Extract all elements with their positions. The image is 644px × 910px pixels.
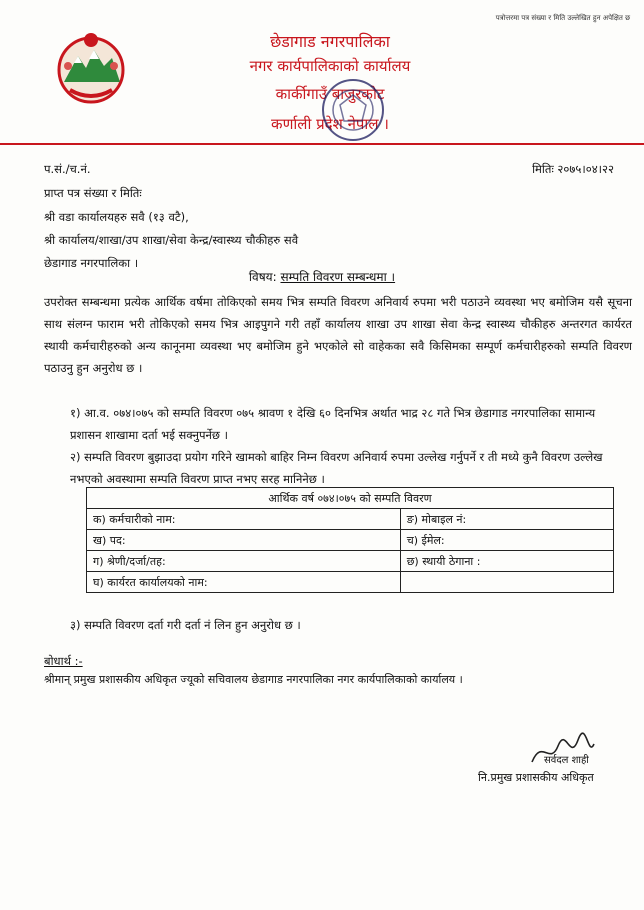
letter-date: मितिः २०७५।०४।२२: [532, 162, 614, 176]
post-field: ख) पद:: [87, 530, 401, 551]
reply-note: पत्रोत्तरमा पत्र संख्या र मिति उल्लेखित हुन अपेक्षित छ: [495, 14, 630, 22]
grade-field: ग) श्रेणी/दर्जा/तह:: [87, 551, 401, 572]
municipality-name: छेडागाड नगरपालिका: [270, 32, 390, 51]
reference-number: प.सं./च.नं.: [44, 162, 91, 176]
office-name: नगर कार्यपालिकाको कार्यालय: [249, 57, 411, 75]
recipient-line-3: छेडागाड नगरपालिका ।: [44, 256, 139, 270]
asset-details-form: [86, 487, 614, 593]
email-field: च) ईमेल:: [400, 530, 613, 551]
letter-body: उपरोक्त सम्बन्धमा प्रत्येक आर्थिक वर्षमा तोकिएको समय भित्र सम्पति विवरण अनिवार्य रुपमा भरी पठाउने व्यवस्था भए बमोजिम यसै सूचना साथ संलग्न फाराम भरी तोकिएको समय भित्र आइपुगने गरी तहाँ कार्यालय शाखा उप शाखा सेवा केन्द्र स्वास्थ्य चौकीहरु अन्तरगत कार्यरत स्थायी कर्मचारीहरुको अन्य कानूनमा व्यवस्था भए बमोजिम हुने भएकोले सो वाहेकका सवै किसिमका सम्पूर्ण कर्मचारीहरुको सम्पति विवरण पठाउनु हुन अनुरोध छ ।: [44, 295, 632, 375]
letterhead-divider: [0, 143, 644, 145]
signatory-name: सर्वदल शाही: [544, 755, 589, 766]
office-address: कार्कीगाउँ बाजुरकोट: [275, 85, 385, 103]
recipient-line-1: श्री वडा कार्यालयहरु सवै (१३ वटै),: [44, 210, 189, 224]
office-name-field: घ) कार्यरत कार्यालयको नाम:: [87, 572, 401, 593]
office-stamp-icon: [318, 75, 388, 145]
mobile-field: ङ) मोबाइल नं:: [400, 509, 613, 530]
province-country: कर्णाली प्रदेश नेपाल ।: [271, 115, 389, 133]
subject-text: सम्पति विवरण सम्बन्धमा ।: [280, 270, 396, 284]
instruction-item-1: १) आ.व. ०७४।०७५ को सम्पति विवरण ०७५ श्रावण १ देखि ६० दिनभित्र अर्थात भाद्र २८ गते भित्र छेडागाड नगरपालिका सामान्य प्रशासन शाखामा दर्ता भई सक्नुपर्नेछ ।: [70, 406, 596, 442]
subject-prefix: विषय:: [248, 270, 277, 284]
received-letter-info: प्राप्त पत्र संख्या र मितिः: [44, 186, 142, 200]
nepal-emblem-icon: [50, 26, 132, 108]
instruction-item-3: ३) सम्पति विवरण दर्ता गरी दर्ता नं लिन हुन अनुरोध छ ।: [70, 618, 301, 632]
form-title: आर्थिक वर्ष ०७४।०७५ को सम्पति विवरण: [87, 488, 614, 509]
cc-recipient: श्रीमान् प्रमुख प्रशासकीय अधिकृत ज्यूको सचिवालय छेडागाड नगरपालिका नगर कार्यपालिकाको कार्यालय ।: [44, 673, 463, 686]
empty-cell: [400, 572, 613, 593]
subject-line: [0, 268, 644, 285]
employee-name-field: क) कर्मचारीको नाम:: [87, 509, 401, 530]
cc-label: बोधार्थ :-: [44, 654, 83, 668]
permanent-address-field: छ) स्थायी ठेगाना :: [400, 551, 613, 572]
signatory-designation: नि.प्रमुख प्रशासकीय अधिकृत: [478, 771, 594, 784]
recipient-line-2: श्री कार्यालय/शाखा/उप शाखा/सेवा केन्द्र/स्वास्थ्य चौकीहरु सवै: [44, 233, 299, 247]
instruction-item-2: २) सम्पति विवरण बुझाउदा प्रयोग गरिने खामको बाहिर निम्न विवरण अनिवार्य रुपमा उल्लेख गर्नुपर्ने र ती मध्ये कुनै विवरण उल्लेख नभएको अवस्थामा सम्पति विवरण प्राप्त नभए सरह मानिनेछ ।: [70, 450, 603, 486]
